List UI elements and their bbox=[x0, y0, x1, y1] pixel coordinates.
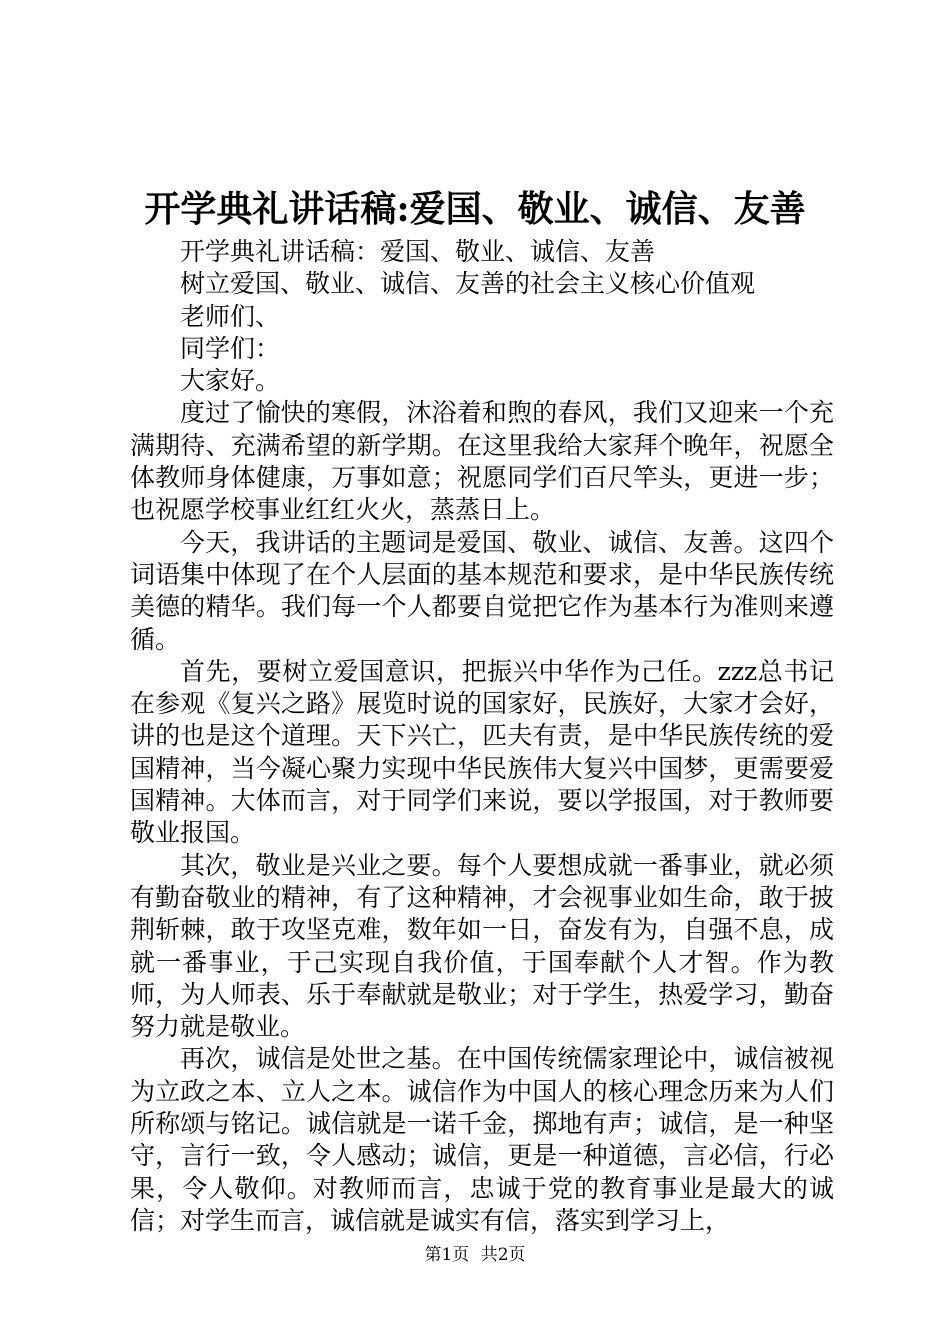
paragraph-subtitle: 开学典礼讲话稿：爱国、敬业、诚信、友善 bbox=[180, 237, 656, 266]
paragraph-topic: 今天，我讲话的主题词是爱国、敬业、诚信、友善。这四个词语集中体现了在个人层面的基本规范和要求，是中华民族传统美德的精华。我们每一个人都要自觉把它作为基本行为准则来遵循。 bbox=[130, 527, 834, 654]
paragraph-hello: 大家好。 bbox=[180, 366, 281, 396]
paragraph-intro: 度过了愉快的寒假，沐浴着和煦的春风，我们又迎来一个充满期待、充满希望的新学期。在这里我给大家拜个晚年，祝愿全体教师身体健康，万事如意；祝愿同学们百尺竿头，更进一步；也祝愿学校事业红红火火，蒸蒸日上。 bbox=[130, 398, 834, 525]
page-footer bbox=[0, 1244, 950, 1266]
paragraph-greeting-students: 同学们： bbox=[180, 333, 281, 363]
document-body bbox=[130, 236, 834, 1237]
page-number-current: 第1页 bbox=[424, 1245, 470, 1265]
paragraph-theme: 树立爱国、敬业、诚信、友善的社会主义核心价值观 bbox=[180, 269, 756, 299]
paragraph-greeting-teachers: 老师们、 bbox=[180, 301, 281, 331]
page-number-total: 共2页 bbox=[480, 1245, 526, 1265]
document-title: 开学典礼讲话稿:爱国、敬业、诚信、友善 bbox=[144, 188, 806, 230]
paragraph-patriotism: 首先，要树立爱国意识，把振兴中华作为己任。zzz总书记在参观《复兴之路》展览时说的国家好，民族好，大家才会好，讲的也是这个道理。天下兴亡，匹夫有责，是中华民族传统的爱国精神，当今凝心聚力实现中华民族伟大复兴中国梦，更需要爱国精神。大体而言，对于同学们来说，要以学报国，对于教师要敬业报国。 bbox=[130, 656, 834, 848]
paragraph-integrity: 再次，诚信是处世之基。在中国传统儒家理论中，诚信被视为立政之本、立人之本。诚信作为中国人的核心理念历来为人们所称颂与铭记。诚信就是一诺千金，掷地有声；诚信，是一种坚守，言行一致，令人感动；诚信，更是一种道德，言必信，行必果，令人敬仰。对教师而言，忠诚于党的教育事业是最大的诚信；对学生而言，诚信就是诚实有信，落实到学习上， bbox=[130, 1044, 834, 1235]
paragraph-dedication: 其次，敬业是兴业之要。每个人要想成就一番事业，就必须有勤奋敬业的精神，有了这种精神，才会视事业如生命，敢于披荆斩棘，敢于攻坚克难，数年如一日，奋发有为，自强不息，成就一番事业，于己实现自我价值，于国奉献个人才智。作为教师，为人师表、乐于奉献就是敬业；对于学生，热爱学习，勤奋努力就是敬业。 bbox=[130, 850, 834, 1042]
